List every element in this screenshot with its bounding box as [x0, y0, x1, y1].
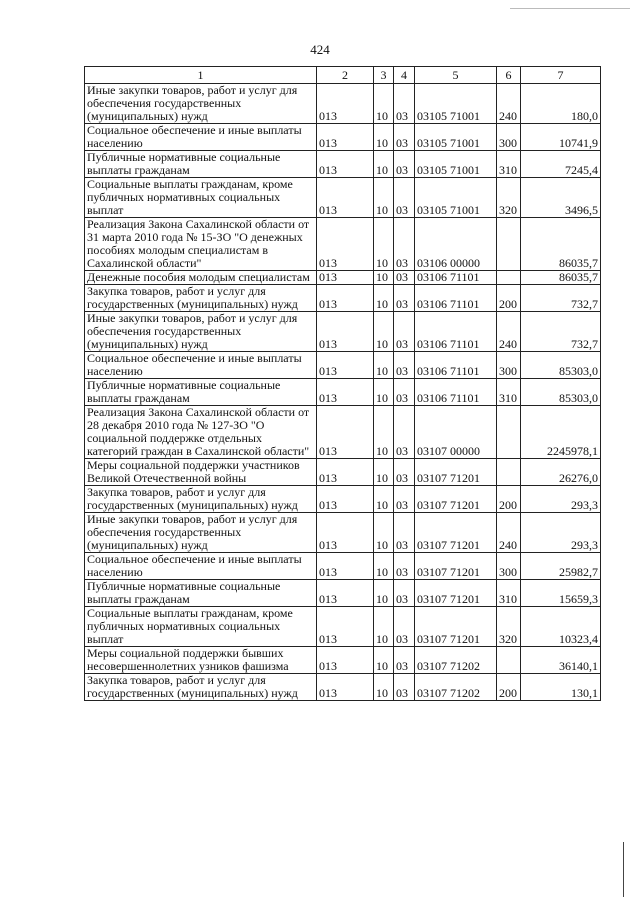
- row-name: Публичные нормативные социальные выплаты гражданам: [85, 580, 317, 607]
- row-ministry-code: 013: [317, 486, 374, 513]
- row-amount: 25982,7: [521, 553, 601, 580]
- header-cell-5: 5: [415, 67, 497, 84]
- row-subsection: 03: [394, 218, 415, 271]
- row-section: 10: [374, 459, 394, 486]
- table-row: [85, 271, 601, 285]
- row-name: Закупка товаров, работ и услуг для государственных (муниципальных) нужд: [85, 486, 317, 513]
- row-name: Социальные выплаты гражданам, кроме публичных нормативных социальных выплат: [85, 178, 317, 218]
- row-subsection: 03: [394, 674, 415, 701]
- row-subsection: 03: [394, 151, 415, 178]
- row-section: 10: [374, 178, 394, 218]
- row-name: Иные закупки товаров, работ и услуг для обеспечения государственных (муниципальных) нужд: [85, 513, 317, 553]
- row-ministry-code: 013: [317, 647, 374, 674]
- table-row: [85, 178, 601, 218]
- row-section: 10: [374, 513, 394, 553]
- row-expense-type: 300: [497, 352, 521, 379]
- row-amount: 732,7: [521, 312, 601, 352]
- header-cell-2: 2: [317, 67, 374, 84]
- row-amount: 36140,1: [521, 647, 601, 674]
- row-subsection: 03: [394, 406, 415, 459]
- row-name: Социальное обеспечение и иные выплаты населению: [85, 553, 317, 580]
- row-name: Закупка товаров, работ и услуг для государственных (муниципальных) нужд: [85, 285, 317, 312]
- row-target-article: 03106 71101: [415, 271, 497, 285]
- row-name: Иные закупки товаров, работ и услуг для обеспечения государственных (муниципальных) нужд: [85, 312, 317, 352]
- row-ministry-code: 013: [317, 271, 374, 285]
- row-name: Денежные пособия молодым специалистам: [85, 271, 317, 285]
- row-section: 10: [374, 486, 394, 513]
- table-row: [85, 647, 601, 674]
- row-amount: 10741,9: [521, 124, 601, 151]
- row-ministry-code: 013: [317, 459, 374, 486]
- row-name: Иные закупки товаров, работ и услуг для обеспечения государственных (муниципальных) нужд: [85, 84, 317, 124]
- row-section: 10: [374, 553, 394, 580]
- row-ministry-code: 013: [317, 674, 374, 701]
- table-row: [85, 312, 601, 352]
- table-row: [85, 352, 601, 379]
- row-section: 10: [374, 151, 394, 178]
- row-subsection: 03: [394, 607, 415, 647]
- row-ministry-code: 013: [317, 178, 374, 218]
- row-amount: 10323,4: [521, 607, 601, 647]
- row-ministry-code: 013: [317, 406, 374, 459]
- table-row: [85, 553, 601, 580]
- row-subsection: 03: [394, 352, 415, 379]
- row-expense-type: 200: [497, 285, 521, 312]
- header-cell-3: 3: [374, 67, 394, 84]
- row-subsection: 03: [394, 580, 415, 607]
- row-ministry-code: 013: [317, 312, 374, 352]
- row-target-article: 03105 71001: [415, 84, 497, 124]
- row-target-article: 03105 71001: [415, 124, 497, 151]
- row-expense-type: 320: [497, 178, 521, 218]
- row-ministry-code: 013: [317, 513, 374, 553]
- header-cell-4: 4: [394, 67, 415, 84]
- row-amount: 86035,7: [521, 271, 601, 285]
- row-expense-type: 200: [497, 486, 521, 513]
- table-row: [85, 406, 601, 459]
- row-target-article: 03107 71201: [415, 459, 497, 486]
- row-subsection: 03: [394, 513, 415, 553]
- row-name: Социальные выплаты гражданам, кроме публичных нормативных социальных выплат: [85, 607, 317, 647]
- table-row: [85, 607, 601, 647]
- row-target-article: 03107 71202: [415, 647, 497, 674]
- row-amount: 7245,4: [521, 151, 601, 178]
- row-amount: 86035,7: [521, 218, 601, 271]
- row-ministry-code: 013: [317, 285, 374, 312]
- row-subsection: 03: [394, 84, 415, 124]
- header-cell-1: 1: [85, 67, 317, 84]
- row-target-article: 03106 71101: [415, 285, 497, 312]
- row-amount: 26276,0: [521, 459, 601, 486]
- row-section: 10: [374, 379, 394, 406]
- row-section: 10: [374, 406, 394, 459]
- row-expense-type: 310: [497, 151, 521, 178]
- row-expense-type: 310: [497, 580, 521, 607]
- row-name: Меры социальной поддержки участников Великой Отечественной войны: [85, 459, 317, 486]
- row-name: Публичные нормативные социальные выплаты гражданам: [85, 379, 317, 406]
- row-expense-type: 300: [497, 124, 521, 151]
- row-section: 10: [374, 580, 394, 607]
- row-amount: 3496,5: [521, 178, 601, 218]
- row-target-article: 03106 71101: [415, 352, 497, 379]
- table-row: [85, 218, 601, 271]
- row-section: 10: [374, 312, 394, 352]
- row-expense-type: [497, 459, 521, 486]
- row-ministry-code: 013: [317, 580, 374, 607]
- row-ministry-code: 013: [317, 607, 374, 647]
- row-name: Реализация Закона Сахалинской области от 31 марта 2010 года № 15-ЗО "О денежных пособиях молодым специалистам в Сахалинской области": [85, 218, 317, 271]
- row-target-article: 03107 71201: [415, 580, 497, 607]
- row-target-article: 03106 71101: [415, 312, 497, 352]
- row-subsection: 03: [394, 553, 415, 580]
- row-name: Меры социальной поддержки бывших несовершеннолетних узников фашизма: [85, 647, 317, 674]
- row-subsection: 03: [394, 459, 415, 486]
- row-section: 10: [374, 285, 394, 312]
- row-amount: 85303,0: [521, 379, 601, 406]
- row-ministry-code: 013: [317, 379, 374, 406]
- row-subsection: 03: [394, 124, 415, 151]
- scan-edge-line: [623, 842, 624, 897]
- row-amount: 293,3: [521, 486, 601, 513]
- row-ministry-code: 013: [317, 218, 374, 271]
- row-expense-type: 320: [497, 607, 521, 647]
- row-name: Публичные нормативные социальные выплаты гражданам: [85, 151, 317, 178]
- row-subsection: 03: [394, 647, 415, 674]
- row-amount: 85303,0: [521, 352, 601, 379]
- row-amount: 180,0: [521, 84, 601, 124]
- row-name: Закупка товаров, работ и услуг для государственных (муниципальных) нужд: [85, 674, 317, 701]
- table-row: [85, 84, 601, 124]
- row-amount: 15659,3: [521, 580, 601, 607]
- row-expense-type: 240: [497, 84, 521, 124]
- row-expense-type: [497, 406, 521, 459]
- row-amount: 732,7: [521, 285, 601, 312]
- row-amount: 293,3: [521, 513, 601, 553]
- header-cell-7: 7: [521, 67, 601, 84]
- row-section: 10: [374, 271, 394, 285]
- row-section: 10: [374, 607, 394, 647]
- row-ministry-code: 013: [317, 151, 374, 178]
- budget-table: [84, 66, 601, 701]
- row-expense-type: 300: [497, 553, 521, 580]
- header-cell-6: 6: [497, 67, 521, 84]
- table-row: [85, 151, 601, 178]
- row-subsection: 03: [394, 486, 415, 513]
- row-expense-type: 240: [497, 312, 521, 352]
- table-row: [85, 379, 601, 406]
- row-amount: 2245978,1: [521, 406, 601, 459]
- row-subsection: 03: [394, 271, 415, 285]
- row-section: 10: [374, 84, 394, 124]
- row-subsection: 03: [394, 178, 415, 218]
- table-row: [85, 513, 601, 553]
- row-expense-type: 240: [497, 513, 521, 553]
- row-expense-type: 310: [497, 379, 521, 406]
- row-target-article: 03107 71201: [415, 486, 497, 513]
- row-expense-type: [497, 218, 521, 271]
- row-section: 10: [374, 674, 394, 701]
- row-ministry-code: 013: [317, 553, 374, 580]
- row-section: 10: [374, 352, 394, 379]
- row-name: Социальное обеспечение и иные выплаты населению: [85, 124, 317, 151]
- row-name: Реализация Закона Сахалинской области от 28 декабря 2010 года № 127-ЗО "О социальной поддержке отдельных категорий граждан в Сахалинской области": [85, 406, 317, 459]
- row-ministry-code: 013: [317, 124, 374, 151]
- table-row: [85, 674, 601, 701]
- row-target-article: 03107 71202: [415, 674, 497, 701]
- row-target-article: 03106 71101: [415, 379, 497, 406]
- table-row: [85, 124, 601, 151]
- row-target-article: 03107 71201: [415, 553, 497, 580]
- row-target-article: 03105 71001: [415, 178, 497, 218]
- scan-corner-line: [510, 8, 630, 9]
- row-ministry-code: 013: [317, 84, 374, 124]
- table-row: [85, 459, 601, 486]
- row-target-article: 03107 71201: [415, 607, 497, 647]
- row-expense-type: [497, 647, 521, 674]
- row-expense-type: [497, 271, 521, 285]
- row-section: 10: [374, 124, 394, 151]
- table-row: [85, 486, 601, 513]
- row-target-article: 03105 71001: [415, 151, 497, 178]
- table-row: [85, 580, 601, 607]
- table-row: [85, 285, 601, 312]
- row-target-article: 03107 00000: [415, 406, 497, 459]
- page-number: 424: [310, 42, 330, 57]
- header-row: [85, 67, 601, 84]
- row-section: 10: [374, 218, 394, 271]
- row-section: 10: [374, 647, 394, 674]
- row-amount: 130,1: [521, 674, 601, 701]
- row-target-article: 03107 71201: [415, 513, 497, 553]
- row-subsection: 03: [394, 379, 415, 406]
- row-target-article: 03106 00000: [415, 218, 497, 271]
- row-name: Социальное обеспечение и иные выплаты населению: [85, 352, 317, 379]
- row-ministry-code: 013: [317, 352, 374, 379]
- row-subsection: 03: [394, 285, 415, 312]
- row-expense-type: 200: [497, 674, 521, 701]
- row-subsection: 03: [394, 312, 415, 352]
